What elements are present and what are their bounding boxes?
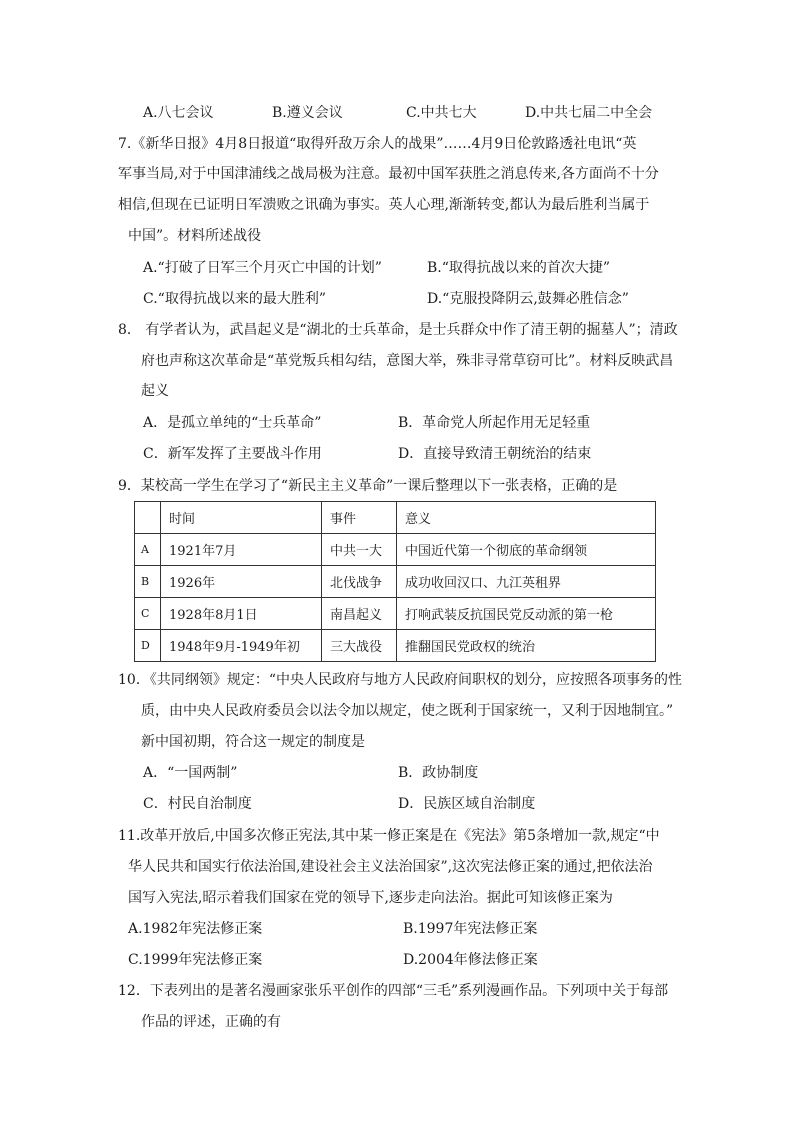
q8-option-a: A．是孤立单纯的“士兵革命” <box>143 415 322 431</box>
q9-header-time: 时间 <box>161 502 322 534</box>
q10-stem-line-3: 新中国初期，符合这一规定的制度是 <box>141 734 365 750</box>
q12-stem-line-2: 作品的评述，正确的有 <box>141 1014 281 1030</box>
q6-option-a: A.八七会议 <box>143 105 214 121</box>
q11-stem-line-3: 国写入宪法,昭示着我们国家在党的领导下,逐步走向法治。据此可知该修正案为 <box>128 890 613 906</box>
q10-stem-line-2: 质，由中央人民政府委员会以法令加以规定，使之既利于国家统一，又利于因地制宜。” <box>141 703 674 719</box>
q9-header-meaning: 意义 <box>397 502 656 534</box>
q10-stem-line-1: 10．《共同纲领》规定：“中央人民政府与地方人民政府间职权的划分，应按照各项事务的性 <box>118 672 682 688</box>
q11-option-a: A.1982年宪法修正案 <box>128 921 263 937</box>
q10-option-a: A．“一国两制” <box>143 765 238 781</box>
q9-header-label <box>135 502 161 534</box>
q7-option-c: C.“取得抗战以来的最大胜利” <box>143 291 326 307</box>
q11-stem-line-1: 11.改革开放后,中国多次修正宪法,其中某一修正案是在《宪法》第5条增加一款,规定“中 <box>118 828 660 844</box>
q8-option-c: C．新军发挥了主要战斗作用 <box>143 446 322 462</box>
q9-row-event: 中共一大 <box>322 534 397 566</box>
q9-table-header-row <box>135 502 656 534</box>
q9-row-meaning: 推翻国民党政权的统治 <box>397 630 656 662</box>
q9-row-meaning: 打响武装反抗国民党反动派的第一枪 <box>397 598 656 630</box>
table-row <box>135 566 656 598</box>
q8-option-b: B．革命党人所起作用无足轻重 <box>398 415 591 431</box>
q7-option-a: A.“打破了日军三个月灭亡中国的计划” <box>143 260 382 276</box>
q7-stem-line-2: 军事当局,对于中国津浦线之战局极为注意。最初中国军获胜之消息传来,各方面尚不十分 <box>118 166 659 182</box>
q9-row-time: 1926年 <box>161 566 322 598</box>
q8-option-d: D．直接导致清王朝统治的结束 <box>398 446 592 462</box>
q11-option-c: C.1999年宪法修正案 <box>128 952 263 968</box>
q9-row-label: B <box>135 566 161 598</box>
q7-stem-line-4: 中国”。材料所述战役 <box>128 228 262 244</box>
q6-option-c: C.中共七大 <box>406 105 477 121</box>
q10-option-b: B．政协制度 <box>398 765 479 781</box>
table-row <box>135 598 656 630</box>
q9-row-label: D <box>135 630 161 662</box>
q9-row-time: 1921年7月 <box>161 534 322 566</box>
q7-option-b: B.“取得抗战以来的首次大捷” <box>427 260 611 276</box>
q12-stem-line-1: 12．下表列出的是著名漫画家张乐平创作的四部“三毛”系列漫画作品。下列项中关于每部 <box>118 983 669 999</box>
table-row <box>135 630 656 662</box>
q9-row-meaning: 成功收回汉口、九江英租界 <box>397 566 656 598</box>
q9-row-event: 三大战役 <box>322 630 397 662</box>
q10-option-d: D．民族区域自治制度 <box>398 796 536 812</box>
q11-option-d: D.2004年修法修正案 <box>403 952 538 968</box>
q9-row-label: A <box>135 534 161 566</box>
q6-option-b: B.遵义会议 <box>272 105 343 121</box>
q9-row-meaning: 中国近代第一个彻底的革命纲领 <box>397 534 656 566</box>
q7-option-d: D.“克服投降阴云,鼓舞必胜信念” <box>427 291 629 307</box>
q11-stem-line-2: 华人民共和国实行依法治国,建设社会主义法治国家”,这次宪法修正案的通过,把依法治 <box>128 859 653 875</box>
q9-header-event: 事件 <box>322 502 397 534</box>
q6-option-d: D.中共七届二中全会 <box>525 105 653 121</box>
q7-stem-line-1: 7.《新华日报》4月8日报道“取得歼敌万余人的战果”……4月9日伦敦路透社电讯“英 <box>118 136 637 152</box>
table-row <box>135 534 656 566</box>
q9-table <box>134 501 656 662</box>
q7-stem-line-3: 相信,但现在已证明日军溃败之讯确为事实。英人心理,渐渐转变,都认为最后胜利当属于 <box>118 197 650 213</box>
q10-option-c: C．村民自治制度 <box>143 796 252 812</box>
q9-stem: 9．某校高一学生在学习了“新民主主义革命”一课后整理以下一张表格，正确的是 <box>118 478 618 494</box>
q9-row-time: 1948年9月-1949年初 <box>161 630 322 662</box>
q8-stem-line-1: 8． 有学者认为，武昌起义是“湖北的士兵革命，是士兵群众中作了清王朝的掘墓人”；清政 <box>118 322 678 338</box>
q9-row-label: C <box>135 598 161 630</box>
q8-stem-line-3: 起义 <box>141 383 169 399</box>
q9-row-event: 北伐战争 <box>322 566 397 598</box>
q9-row-time: 1928年8月1日 <box>161 598 322 630</box>
q8-stem-line-2: 府也声称这次革命是“革党叛兵相勾结，意图大举，殊非寻常草窃可比”。材料反映武昌 <box>141 353 674 369</box>
q9-row-event: 南昌起义 <box>322 598 397 630</box>
q11-option-b: B.1997年宪法修正案 <box>403 921 538 937</box>
